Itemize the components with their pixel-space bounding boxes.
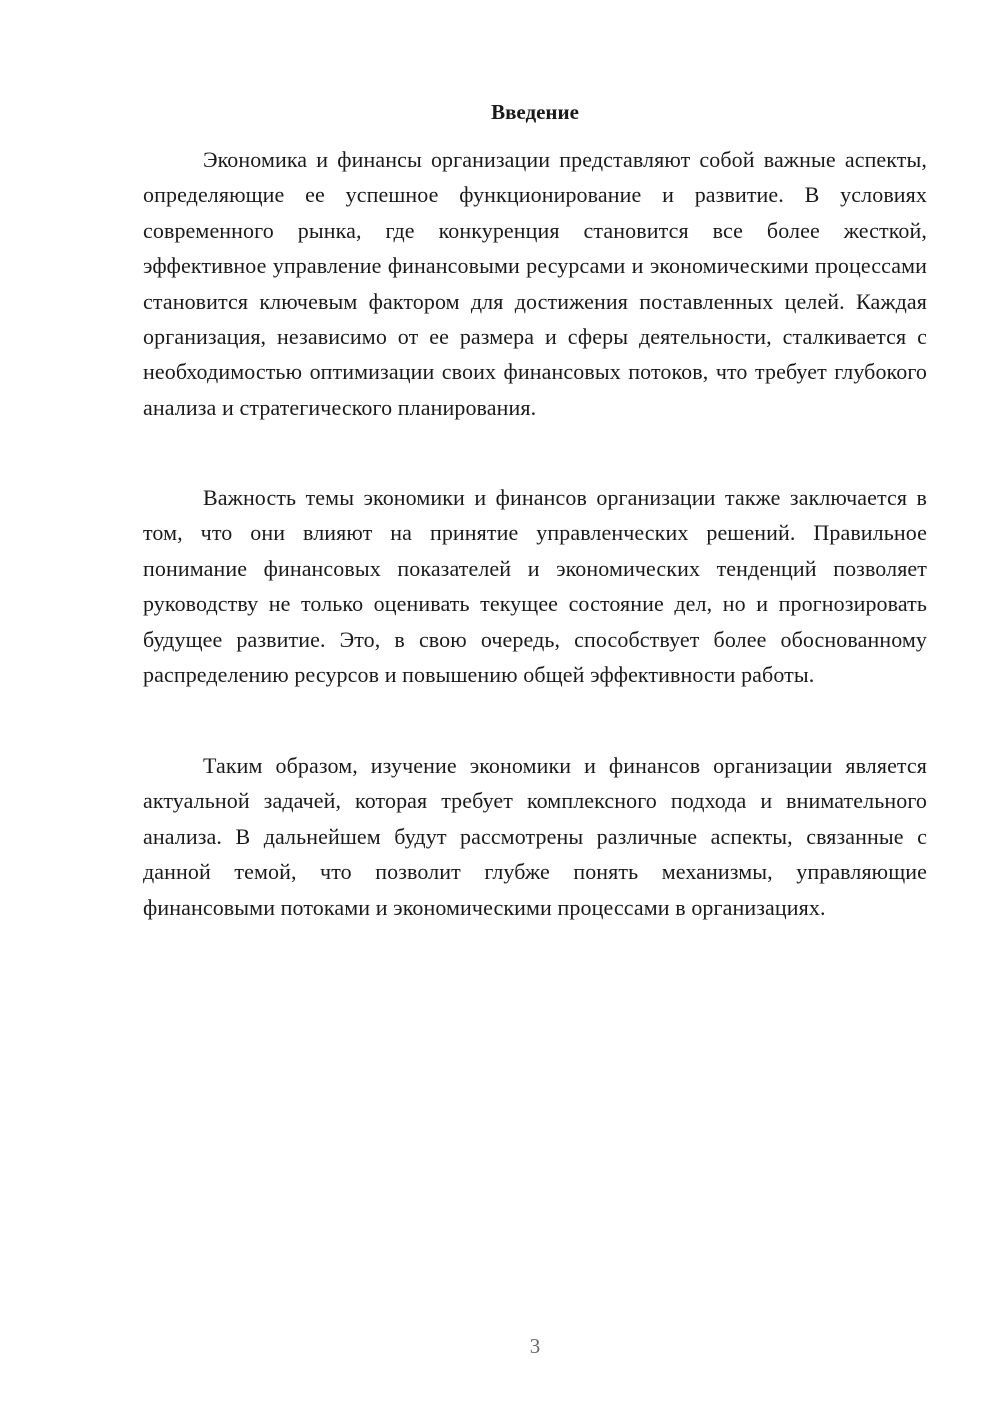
paragraph-2: Важность темы экономики и финансов организации также заключается в том, что они влияют на принятие управленческих решений. Правильное понимание финансовых показателей и экономических тенденций позволяет руководству не только оценивать текущее состояние дел, но и прогнозировать будущее развитие. Это, в свою очередь, способствует более обоснованному распределению ресурсов и повышению общей эффективности работы. <box>143 485 927 688</box>
paragraph-3: Таким образом, изучение экономики и финансов организации является актуальной задачей, которая требует комплексного подхода и внимательного анализа. В дальнейшем будут рассмотрены различные аспекты, связанные с данной темой, что позволит глубже понять механизмы, управляющие финансовыми потоками и экономическими процессами в организациях. <box>143 753 927 920</box>
section-heading: Введение <box>491 100 579 124</box>
page-number: 3 <box>529 1334 541 1358</box>
paragraph-1: Экономика и финансы организации представляют собой важные аспекты, определяющие ее успешное функционирование и развитие. В условиях современного рынка, где конкуренция становится все более жесткой, эффективное управление финансовыми ресурсами и экономическими процессами становится ключевым фактором для достижения поставленных целей. Каждая организация, независимо от ее размера и сферы деятельности, сталкивается с необходимостью оптимизации своих финансовых потоков, что требует глубокого анализа и стратегического планирования. <box>143 147 927 420</box>
